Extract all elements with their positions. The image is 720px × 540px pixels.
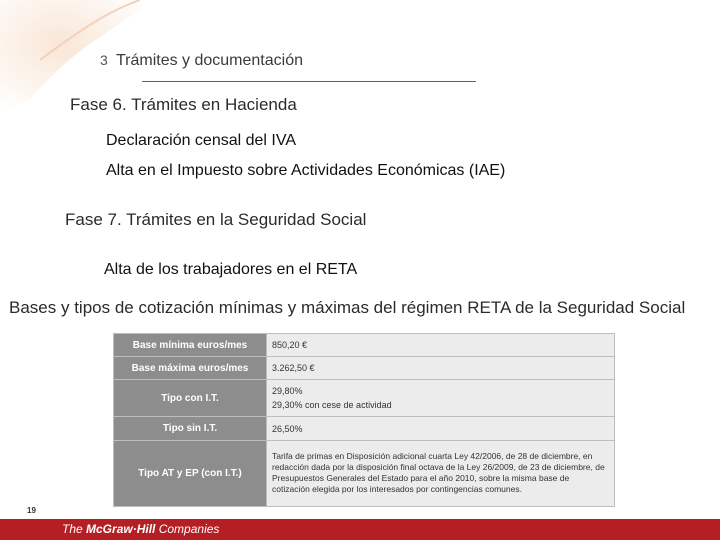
table-row [114,417,615,440]
row-value: 850,20 € [267,334,615,357]
row-label: Tipo sin I.T. [114,417,267,440]
phase-6-item-iva: Declaración censal del IVA [106,132,297,149]
row-value: 26,50% [267,417,615,440]
logo-prefix: The [62,522,87,536]
row-value-line: 29,80% [272,386,303,397]
table-row [114,380,615,417]
phase-6-heading: Fase 6. Trámites en Hacienda [70,95,297,114]
page-number: 19 [27,506,36,515]
section-title-text: Trámites y documentación [115,52,303,69]
row-label: Base mínima euros/mes [114,334,267,357]
row-label: Tipo con I.T. [114,380,267,417]
row-label: Base máxima euros/mes [114,357,267,380]
title-underline [142,81,476,82]
phase-7-heading: Fase 7. Trámites en la Seguridad Social [65,210,367,229]
section-title [100,52,303,70]
table-row [114,334,615,357]
row-value: Tarifa de primas en Disposición adicional cuarta Ley 42/2006, de 28 de diciembre, en redacción dada por la disposición final octava de la Ley 26/2009, de 23 de diciembre, de Presupuestos Generales del Estado para el año 2010, sobre la misma base de cotización elegida por los interesados por contingencias comunes. [267,440,615,506]
row-value-line: 29,30% con cese de actividad [272,400,392,411]
row-value: 3.262,50 € [267,357,615,380]
reta-rates-table [113,333,615,507]
logo-brand: McGraw·Hill [86,522,156,536]
publisher-logo [62,522,219,536]
table-row [114,357,615,380]
row-label: Tipo AT y EP (con I.T.) [114,440,267,506]
phase-7-item-reta: Alta de los trabajadores en el RETA [104,261,358,278]
phase-6-item-iae: Alta en el Impuesto sobre Actividades Económicas (IAE) [106,162,506,179]
reta-bases-heading: Bases y tipos de cotización mínimas y máximas del régimen RETA de la Seguridad Social [9,298,686,317]
section-number: 3 [100,52,108,68]
footer-bar [0,519,720,540]
row-value [267,380,615,417]
table-row [114,440,615,506]
logo-suffix: Companies [155,522,220,536]
